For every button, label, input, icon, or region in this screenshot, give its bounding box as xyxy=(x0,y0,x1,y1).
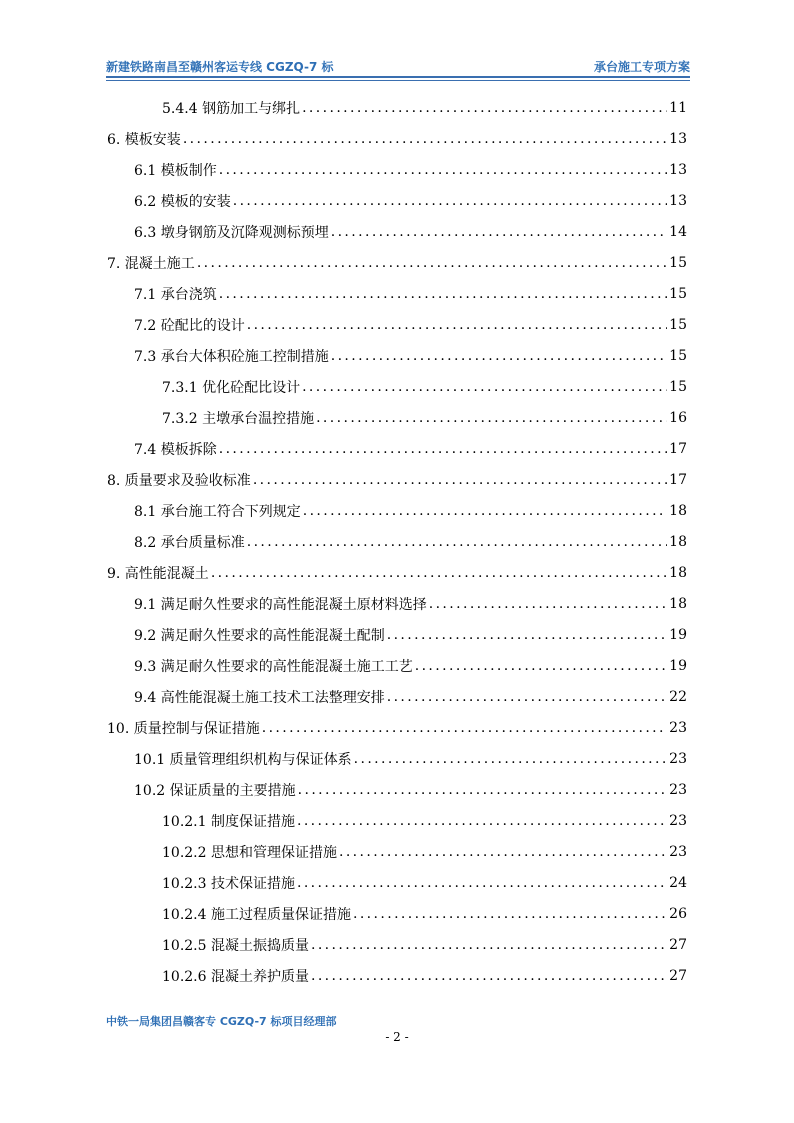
toc-entry-title: 10.1 质量管理组织机构与保证体系 xyxy=(134,751,352,768)
toc-entry[interactable] xyxy=(134,681,687,712)
toc-entry-page: 27 xyxy=(669,967,687,984)
toc-entry-page: 23 xyxy=(669,781,687,798)
toc-entry-page: 24 xyxy=(669,874,687,891)
toc-leader-dots xyxy=(298,782,668,798)
toc-leader-dots xyxy=(415,658,667,674)
toc-leader-dots xyxy=(219,286,667,302)
toc-entry-title: 10. 质量控制与保证措施 xyxy=(107,720,260,737)
toc-entry-title: 9.1 满足耐久性要求的高性能混凝土原材料选择 xyxy=(134,596,427,613)
toc-leader-dots xyxy=(247,317,667,333)
toc-leader-dots xyxy=(311,968,667,984)
toc-entry-title: 7. 混凝土施工 xyxy=(107,255,195,272)
toc-entry-title: 10.2.2 思想和管理保证措施 xyxy=(162,844,337,861)
toc-entry-page: 13 xyxy=(669,161,687,178)
toc-leader-dots xyxy=(197,255,667,271)
toc-entry-page: 23 xyxy=(669,719,687,736)
toc-entry-title: 7.3.2 主墩承台温控措施 xyxy=(162,410,315,427)
toc-entry[interactable] xyxy=(162,805,687,836)
toc-leader-dots xyxy=(303,503,667,519)
toc-entry-page: 18 xyxy=(669,533,687,550)
toc-leader-dots xyxy=(331,224,667,240)
toc-entry-page: 16 xyxy=(669,409,687,426)
header-project-title: 新建铁路南昌至赣州客运专线 CGZQ-7 标 xyxy=(106,60,334,74)
toc-entry[interactable] xyxy=(134,154,687,185)
toc-entry[interactable] xyxy=(134,495,687,526)
toc-entry-page: 23 xyxy=(669,812,687,829)
toc-entry-title: 7.3.1 优化砼配比设计 xyxy=(162,379,301,396)
toc-leader-dots xyxy=(219,441,667,457)
toc-entry-title: 10.2.5 混凝土振捣质量 xyxy=(162,937,309,954)
toc-entry-title: 7.1 承台浇筑 xyxy=(134,286,217,303)
toc-leader-dots xyxy=(387,689,667,705)
toc-entry[interactable] xyxy=(162,92,687,123)
toc-entry[interactable] xyxy=(134,526,687,557)
toc-leader-dots xyxy=(233,193,667,209)
toc-entry-page: 15 xyxy=(669,378,687,395)
toc-entry[interactable] xyxy=(162,960,687,991)
toc-entry[interactable] xyxy=(162,867,687,898)
toc-entry[interactable] xyxy=(134,185,687,216)
toc-entry-title: 9. 高性能混凝土 xyxy=(107,565,209,582)
toc-entry-page: 15 xyxy=(669,316,687,333)
toc-entry[interactable] xyxy=(134,619,687,650)
header-document-title: 承台施工专项方案 xyxy=(593,60,690,74)
toc-entry[interactable] xyxy=(107,712,687,743)
toc-entry-page: 26 xyxy=(669,905,687,922)
toc-entry-page: 17 xyxy=(669,471,687,488)
toc-entry-page: 13 xyxy=(669,192,687,209)
toc-entry[interactable] xyxy=(134,309,687,340)
toc-entry-title: 10.2.6 混凝土养护质量 xyxy=(162,968,309,985)
toc-entry[interactable] xyxy=(162,402,687,433)
toc-entry[interactable] xyxy=(107,464,687,495)
toc-entry-page: 18 xyxy=(669,502,687,519)
toc-entry-page: 22 xyxy=(669,688,687,705)
toc-entry-title: 7.3 承台大体积砼施工控制措施 xyxy=(134,348,329,365)
header-rule-thick xyxy=(106,76,690,78)
footer-organization: 中铁一局集团昌赣客专 CGZQ-7 标项目经理部 xyxy=(106,1015,337,1028)
toc-leader-dots xyxy=(339,844,667,860)
page-number: - 2 - xyxy=(385,1030,409,1044)
toc-entry-title: 6. 模板安装 xyxy=(107,131,181,148)
toc-leader-dots xyxy=(219,162,667,178)
toc-leader-dots xyxy=(387,627,667,643)
toc-leader-dots xyxy=(354,751,668,767)
toc-leader-dots xyxy=(297,875,667,891)
toc-leader-dots xyxy=(297,813,667,829)
toc-entry-page: 11 xyxy=(669,99,687,116)
toc-entry[interactable] xyxy=(134,588,687,619)
toc-entry-page: 19 xyxy=(669,657,687,674)
toc-entry-title: 8.1 承台施工符合下列规定 xyxy=(134,503,301,520)
toc-entry-page: 23 xyxy=(669,750,687,767)
toc-entry-page: 15 xyxy=(669,254,687,271)
toc-entry[interactable] xyxy=(134,278,687,309)
toc-leader-dots xyxy=(183,131,667,147)
toc-entry-title: 9.3 满足耐久性要求的高性能混凝土施工工艺 xyxy=(134,658,413,675)
toc-entry-page: 17 xyxy=(669,440,687,457)
toc-entry-title: 9.4 高性能混凝土施工技术工法整理安排 xyxy=(134,689,385,706)
toc-entry[interactable] xyxy=(134,743,687,774)
toc-entry-page: 15 xyxy=(669,347,687,364)
toc-entry-page: 27 xyxy=(669,936,687,953)
toc-entry-page: 19 xyxy=(669,626,687,643)
toc-entry[interactable] xyxy=(162,836,687,867)
toc-entry-page: 23 xyxy=(669,843,687,860)
toc-leader-dots xyxy=(429,596,667,612)
toc-entry-page: 18 xyxy=(669,564,687,581)
page-header xyxy=(106,56,690,76)
toc-entry-title: 10.2.4 施工过程质量保证措施 xyxy=(162,906,351,923)
toc-entry[interactable] xyxy=(107,123,687,154)
toc-leader-dots xyxy=(247,534,667,550)
toc-entry-title: 6.2 模板的安装 xyxy=(134,193,231,210)
toc-entry-page: 18 xyxy=(669,595,687,612)
toc-entry-title: 8. 质量要求及验收标准 xyxy=(107,472,251,489)
toc-entry-title: 6.1 模板制作 xyxy=(134,162,217,179)
toc-entry[interactable] xyxy=(134,774,687,805)
toc-leader-dots xyxy=(253,472,667,488)
toc-entry[interactable] xyxy=(134,216,687,247)
toc-leader-dots xyxy=(211,565,667,581)
toc-entry[interactable] xyxy=(134,433,687,464)
toc-entry-title: 9.2 满足耐久性要求的高性能混凝土配制 xyxy=(134,627,385,644)
toc-entry-page: 13 xyxy=(669,130,687,147)
toc-leader-dots xyxy=(331,348,667,364)
toc-entry-page: 14 xyxy=(669,223,687,240)
toc-leader-dots xyxy=(302,379,667,395)
toc-entry-title: 10.2 保证质量的主要措施 xyxy=(134,782,296,799)
toc-entry-title: 5.4.4 钢筋加工与绑扎 xyxy=(162,100,301,117)
toc-entry[interactable] xyxy=(107,247,687,278)
toc-entry[interactable] xyxy=(134,650,687,681)
toc-entry[interactable] xyxy=(162,371,687,402)
toc-entry-page: 15 xyxy=(669,285,687,302)
toc-leader-dots xyxy=(311,937,667,953)
toc-entry[interactable] xyxy=(107,557,687,588)
toc-entry-title: 7.2 砼配比的设计 xyxy=(134,317,245,334)
header-rule-thin xyxy=(106,80,690,81)
toc-entry-title: 10.2.1 制度保证措施 xyxy=(162,813,295,830)
toc-entry[interactable] xyxy=(162,929,687,960)
toc-leader-dots xyxy=(353,906,667,922)
toc-leader-dots xyxy=(316,410,667,426)
toc-entry-title: 7.4 模板拆除 xyxy=(134,441,217,458)
toc-entry[interactable] xyxy=(134,340,687,371)
toc-entry[interactable] xyxy=(162,898,687,929)
toc-leader-dots xyxy=(302,100,667,116)
toc-entry-title: 8.2 承台质量标准 xyxy=(134,534,245,551)
toc-entry-title: 6.3 墩身钢筋及沉降观测标预埋 xyxy=(134,224,329,241)
toc-leader-dots xyxy=(262,720,667,736)
toc-entry-title: 10.2.3 技术保证措施 xyxy=(162,875,295,892)
